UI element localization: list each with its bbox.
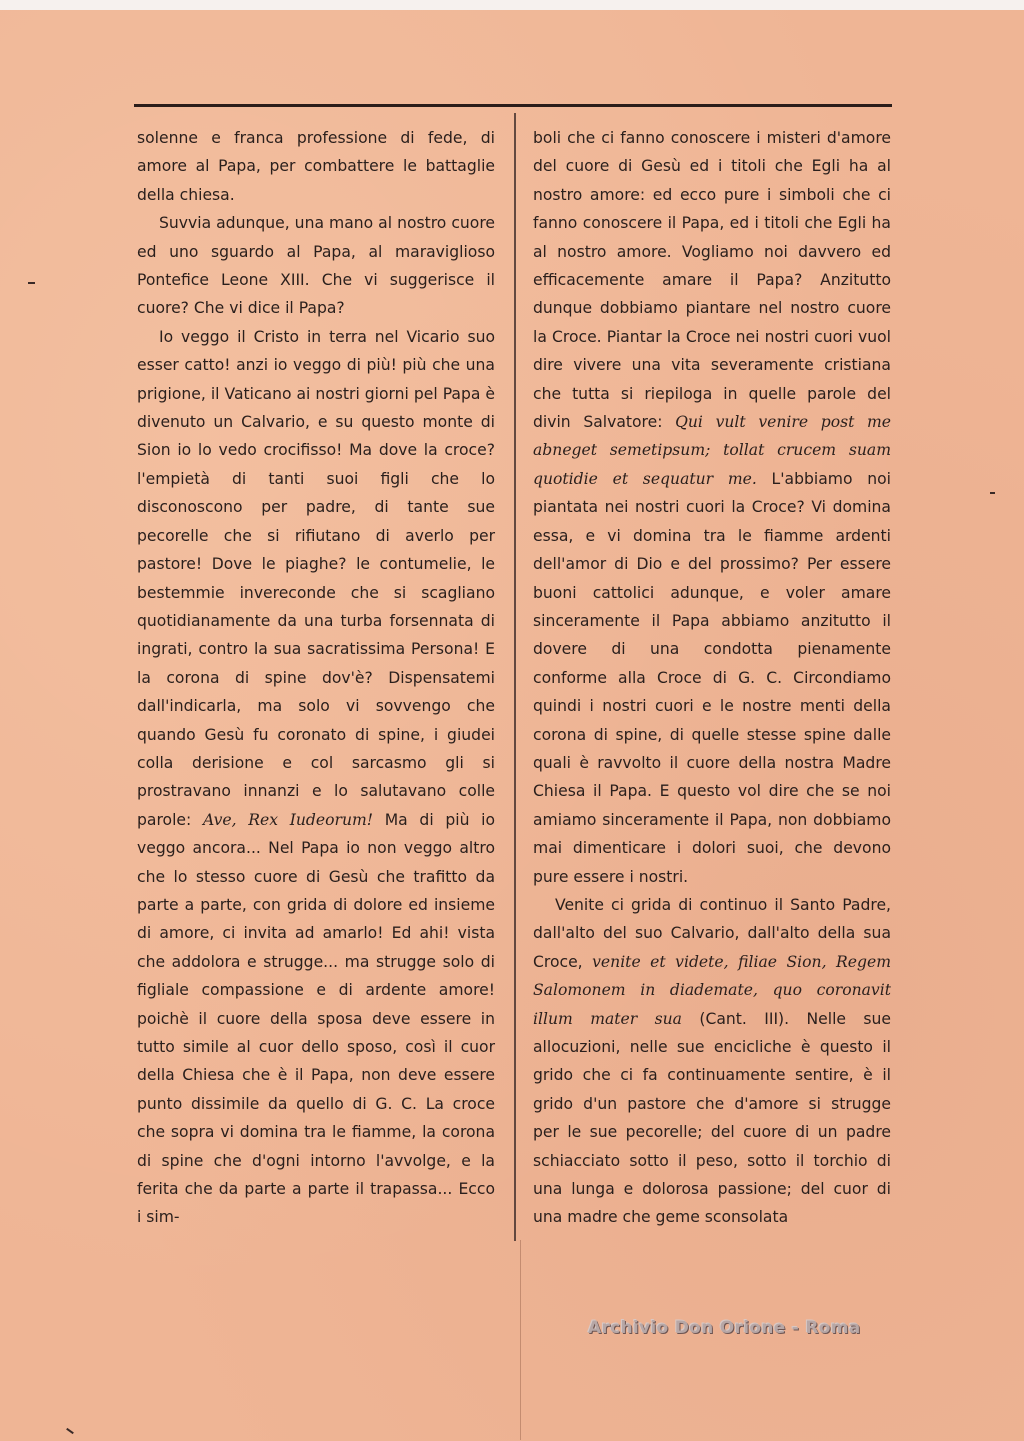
paragraph: [137, 209, 495, 323]
margin-mark: [990, 492, 995, 494]
header-rule: [134, 104, 892, 107]
text-run: boli che ci fanno conoscere i misteri d'amore del cuore di Gesù ed i titoli che Egli ha al nostro amore: ed ecco pure i simboli che ci fanno conoscere il Papa, ed i titoli che Egli ha al nostro amore. Vogliamo noi davvero ed efficacemente amare il Papa? Anzitutto dunque dobbiamo piantare nel nostro cuore la Croce. Piantar la Croce nei nostri cuori vuol dire vivere una vita severamente cristiana che tutta si riepiloga in quelle parole del divin Salvatore:: [533, 129, 891, 432]
latin-quote: Qui vult venire post me abneget semetipsum; tollat crucem suam quotidie et sequatur me.: [533, 413, 892, 488]
latin-quote: Ave, Rex Iudeorum!: [202, 810, 374, 829]
paragraph: [533, 124, 891, 891]
margin-mark: [28, 282, 35, 284]
text-run: L'abbiamo noi piantata nei nostri cuori la Croce? Vi domina essa, e vi domina tra le fiamme ardenti dell'amor di Dio e del prossimo? Per essere buoni cattolici adunque, e voler amare sinceramente il Papa abbiamo anzitutto il dovere di una condotta pienamente conforme alla Croce di G. C. Circondiamo quindi i nostri cuori e le nostre menti della corona di spine, di quelle stesse spine dalle quali è ravvolto il cuore della nostra Madre Chiesa il Papa. E questo vol dire che se noi amiamo sinceramente il Papa, non dobbiamo mai dimenticare i dolori suoi, che devono pure essere i nostri.: [533, 469, 891, 886]
archive-watermark: Archivio Don Orione - Roma: [588, 1318, 861, 1338]
scan-border: [0, 0, 1024, 10]
text-run: Venite ci grida di continuo il Santo Padre, dall'alto del suo Calvario, dall'alto della sua Croce,: [533, 895, 891, 971]
left-column: [137, 124, 495, 1232]
text-run: Io veggo il Cristo in terra nel Vicario suo esser catto! anzi io veggo di più! più che una prigione, il Vaticano ai nostri giorni pel Papa è divenuto un Calvario, e su questo monte di Sion io lo vedo crocifisso! Ma dove la croce? l'empietà di tanti suoi figli che lo disconoscono per padre, di tante sue pecorelle che si rifiutano di averlo per pastore! Dove le piaghe? le contumelie, le bestemmie invereconde che si scagliano quotidianamente da una turba forsennata di ingrati, contro la sua sacratissima Persona! E la corona di spine dov'è? Dispensatemi dall'indicarla, ma solo vi sovvengo che quando Gesù fu coronato di spine, i giudei colla derisione e col sarcasmo gli si prostravano innanzi e lo salutavano colle parole:: [137, 327, 495, 829]
right-column: [533, 124, 891, 1232]
paper-fold: [520, 1240, 521, 1440]
paragraph: [137, 124, 495, 209]
text-run: solenne e franca professione di fede, di amore al Papa, per combattere le battaglie della chiesa.: [137, 129, 495, 204]
paragraph: [533, 891, 891, 1232]
text-run: (Cant. III). Nelle sue allocuzioni, nelle sue encicliche è questo il grido che ci fa continuamente sentire, è il grido d'un pastore che d'amore si strugge per le sue pecorelle; del cuore di un padre schiacciato sotto il peso, sotto il torchio di una lunga e dolorosa passione; del cuor di una madre che geme sconsolata: [533, 1009, 891, 1227]
column-divider: [514, 113, 516, 1241]
text-run: Suvvia adunque, una mano al nostro cuore ed uno sguardo al Papa, al maraviglioso Pontefice Leone XIII. Che vi suggerisce il cuore? Che vi dice il Papa?: [137, 214, 495, 318]
latin-quote: venite et videte, filiae Sion, Regem Salomonem in diademate, quo coronavit illum mater sua: [533, 952, 891, 1028]
margin-mark: [66, 1428, 74, 1434]
paragraph: [137, 323, 495, 1232]
text-run: Ma di più io veggo ancora... Nel Papa io non veggo altro che lo stesso cuore di Gesù che trafitto da parte a parte, con grida di dolore ed insieme di amore, ci invita ad amarlo! Ed ahi! vista che addolora e strugge... ma strugge solo di figliale compassione e di ardente amore! poichè il cuore della sposa deve essere in tutto simile al cuor dello sposo, così il cuor della Chiesa che è il Papa, non deve essere punto dissimile da quello di G. C. La croce che sopra vi domina tra le fiamme, la corona di spine che d'ogni intorno l'avvolge, e la ferita che da parte a parte il trapassa... Ecco i sim-: [137, 810, 496, 1227]
